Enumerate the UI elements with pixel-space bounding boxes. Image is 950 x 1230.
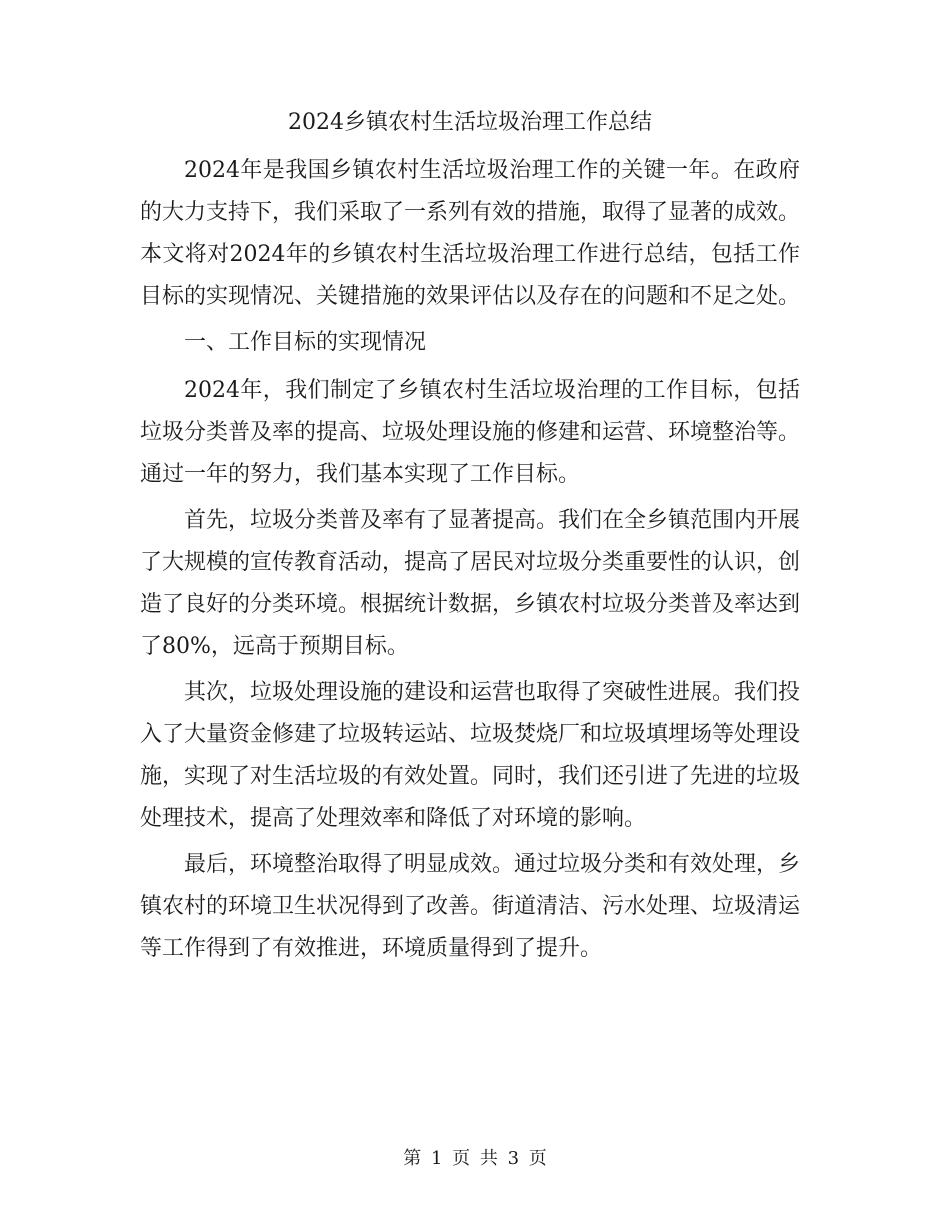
facilities-paragraph: 其次，垃圾处理设施的建设和运营也取得了突破性进展。我们投入了大量资金修建了垃圾转运站、垃圾焚烧厂和垃圾填埋场等处理设施，实现了对生活垃圾的有效处置。同时，我们还引进了先进的垃圾处理技术，提高了处理效率和降低了对环境的影响。 (140, 680, 801, 831)
document-body (140, 150, 800, 974)
section-heading: 一、工作目标的实现情况 (184, 330, 427, 355)
document-title: 2024乡镇农村生活垃圾治理工作总结 (288, 110, 652, 135)
sorting-paragraph: 首先，垃圾分类普及率有了显著提高。我们在全乡镇范围内开展了大规模的宣传教育活动，提高了居民对垃圾分类重要性的认识，创造了良好的分类环境。根据统计数据，乡镇农村垃圾分类普及率达到了80%，远高于预期目标。 (140, 508, 801, 659)
goals-paragraph: 2024年，我们制定了乡镇农村生活垃圾治理的工作目标，包括垃圾分类普及率的提高、垃圾处理设施的修建和运营、环境整治等。通过一年的努力，我们基本实现了工作目标。 (140, 378, 801, 487)
page-footer: 第 1 页 共 3 页 (403, 1148, 547, 1169)
intro-paragraph: 2024年是我国乡镇农村生活垃圾治理工作的关键一年。在政府的大力支持下，我们采取了一系列有效的措施，取得了显著的成效。本文将对2024年的乡镇农村生活垃圾治理工作进行总结，包括工作目标的实现情况、关键措施的效果评估以及存在的问题和不足之处。 (140, 158, 801, 309)
environment-paragraph: 最后，环境整治取得了明显成效。通过垃圾分类和有效处理，乡镇农村的环境卫生状况得到了改善。街道清洁、污水处理、垃圾清运等工作得到了有效推进，环境质量得到了提升。 (140, 852, 801, 961)
